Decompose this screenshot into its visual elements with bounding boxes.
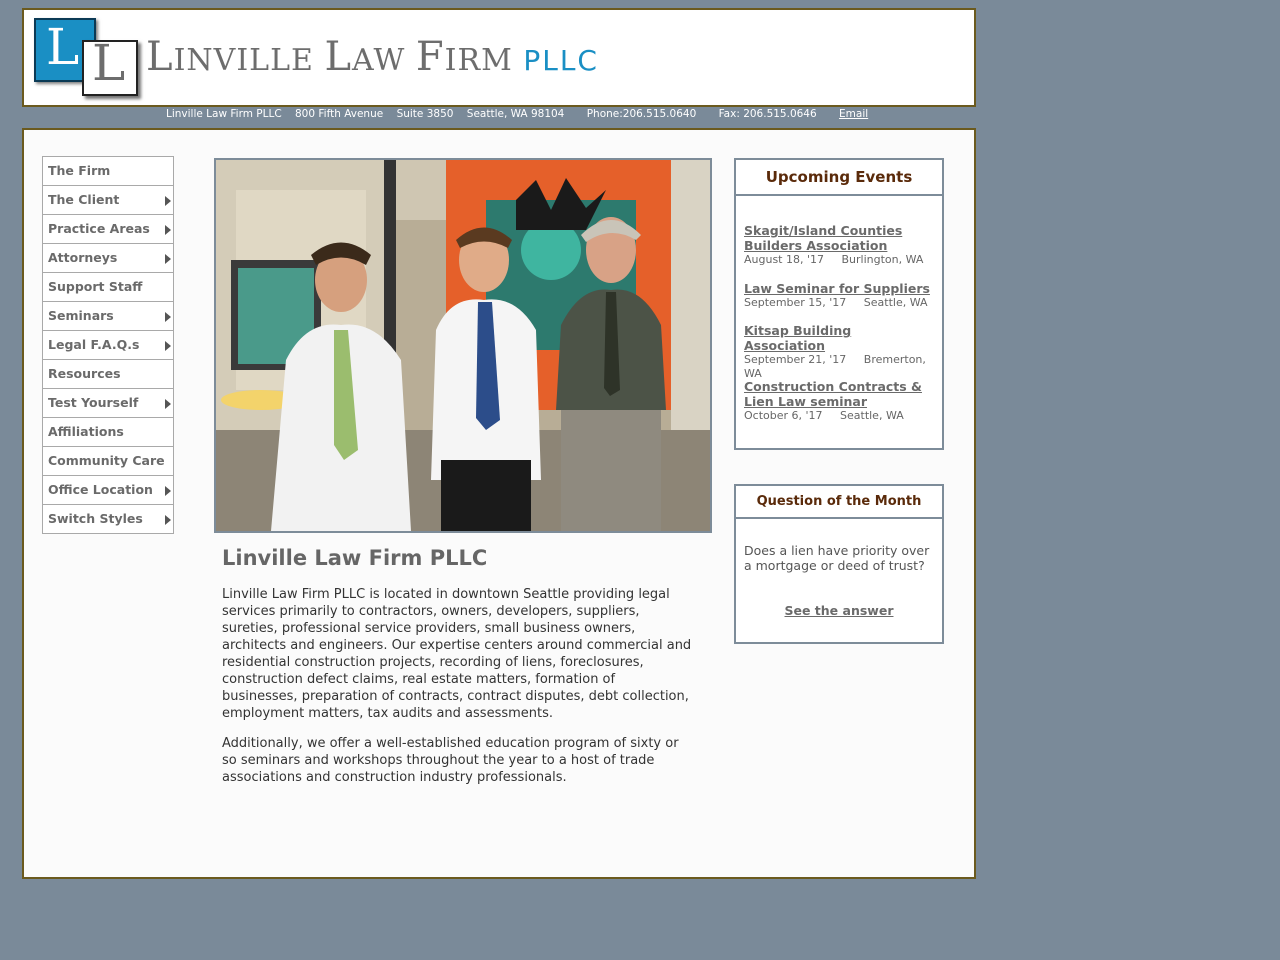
submenu-arrow-icon xyxy=(165,486,171,496)
submenu-arrow-icon xyxy=(165,196,171,206)
nav-label: Resources xyxy=(48,366,121,381)
nav-label: The Firm xyxy=(48,163,111,178)
question-text: Does a lien have priority over a mortgage or deed of trust? xyxy=(744,543,930,573)
event-item xyxy=(744,281,936,310)
nav-item-office-location[interactable] xyxy=(43,476,173,505)
address-fax: Fax: 206.515.0646 xyxy=(718,108,817,120)
nav-item-seminars[interactable] xyxy=(43,302,173,331)
address-street: 800 Fifth Avenue xyxy=(295,108,384,120)
event-link[interactable]: Kitsap Building Association xyxy=(744,323,852,353)
address-city: Seattle, WA 98104 xyxy=(466,108,565,120)
logo-box-white xyxy=(82,34,138,96)
nav-label: Legal F.A.Q.s xyxy=(48,337,140,352)
nav-item-practice-areas[interactable] xyxy=(43,215,173,244)
logo-text-inville: INVILLE xyxy=(173,43,325,78)
see-answer-link[interactable]: See the answer xyxy=(784,603,894,618)
event-item xyxy=(744,223,936,267)
submenu-arrow-icon xyxy=(165,515,171,525)
logo-text-l2: L xyxy=(324,34,353,80)
nav-label: Practice Areas xyxy=(48,221,150,236)
question-heading: Question of the Month xyxy=(736,486,942,519)
firm-logo-text[interactable] xyxy=(146,34,599,80)
upcoming-events-box xyxy=(734,158,944,450)
nav-label: Affiliations xyxy=(48,424,124,439)
submenu-arrow-icon xyxy=(165,312,171,322)
event-link[interactable]: Construction Contracts & Lien Law seminar xyxy=(744,379,922,409)
submenu-arrow-icon xyxy=(165,341,171,351)
nav-label: Community Care xyxy=(48,453,165,468)
email-link[interactable]: Email xyxy=(839,108,869,120)
nav-item-resources[interactable] xyxy=(43,360,173,389)
logo-text-f: F xyxy=(415,34,445,80)
nav-item-test-yourself[interactable] xyxy=(43,389,173,418)
nav-item-attorneys[interactable] xyxy=(43,244,173,273)
address-firm-name: Linville Law Firm PLLC xyxy=(166,108,282,120)
intro-paragraph: Linville Law Firm PLLC is located in downtown Seattle providing legal services primarily to contractors, owners, developers, suppliers, sureties, professional service providers, small business owners, architects and engineers. Our expertise centers around commercial and residential construction projects, recording of liens, foreclosures, construction defect claims, real estate matters, formation of businesses, preparation of contracts, contract disputes, debt collection, employment matters, tax audits and assessments. xyxy=(222,587,692,721)
event-meta: September 21, '17 Bremerton, WA xyxy=(744,353,930,380)
sidebar-nav xyxy=(42,156,174,534)
nav-item-the-firm[interactable] xyxy=(43,157,173,186)
nav-label: Support Staff xyxy=(48,279,143,294)
event-item xyxy=(744,323,936,381)
event-link[interactable]: Law Seminar for Suppliers xyxy=(744,281,930,296)
site-header xyxy=(22,8,976,107)
attorneys-photo-image xyxy=(216,160,710,531)
logo-text-pllc: PLLC xyxy=(523,44,599,77)
upcoming-events-heading: Upcoming Events xyxy=(736,160,942,196)
address-phone: Phone:206.515.0640 xyxy=(586,108,697,120)
logo-text-l1: L xyxy=(146,34,174,80)
nav-item-switch-styles[interactable] xyxy=(43,505,173,534)
event-item xyxy=(744,379,936,423)
nav-label: The Client xyxy=(48,192,120,207)
event-meta: September 15, '17 Seattle, WA xyxy=(744,296,928,309)
event-link[interactable]: Skagit/Island Counties Builders Association xyxy=(744,223,903,253)
question-of-month-box xyxy=(734,484,944,644)
page-title: Linville Law Firm PLLC xyxy=(222,546,488,570)
logo-icon[interactable] xyxy=(34,18,140,92)
logo-text-aw: AW xyxy=(352,43,416,78)
education-paragraph: Additionally, we offer a well-established education program of sixty or so seminars and workshops throughout the year to a host of trade associations and construction industry professionals. xyxy=(222,736,679,785)
logo-letter-1: L xyxy=(46,18,80,76)
logo-letter-2: L xyxy=(92,34,126,92)
nav-item-support-staff[interactable] xyxy=(43,273,173,302)
submenu-arrow-icon xyxy=(165,399,171,409)
attorneys-photo xyxy=(214,158,712,533)
nav-item-affiliations[interactable] xyxy=(43,418,173,447)
address-suite: Suite 3850 xyxy=(396,108,454,120)
submenu-arrow-icon xyxy=(165,225,171,235)
address-bar xyxy=(166,108,868,120)
nav-item-legal-faqs[interactable] xyxy=(43,331,173,360)
nav-label: Seminars xyxy=(48,308,114,323)
event-meta: October 6, '17 Seattle, WA xyxy=(744,409,904,422)
nav-label: Office Location xyxy=(48,482,153,497)
event-meta: August 18, '17 Burlington, WA xyxy=(744,253,924,266)
nav-item-community-care[interactable] xyxy=(43,447,173,476)
nav-label: Test Yourself xyxy=(48,395,139,410)
nav-item-the-client[interactable] xyxy=(43,186,173,215)
nav-label: Switch Styles xyxy=(48,511,143,526)
logo-text-irm: IRM xyxy=(444,43,524,78)
main-panel xyxy=(22,128,976,879)
submenu-arrow-icon xyxy=(165,254,171,264)
nav-label: Attorneys xyxy=(48,250,118,265)
